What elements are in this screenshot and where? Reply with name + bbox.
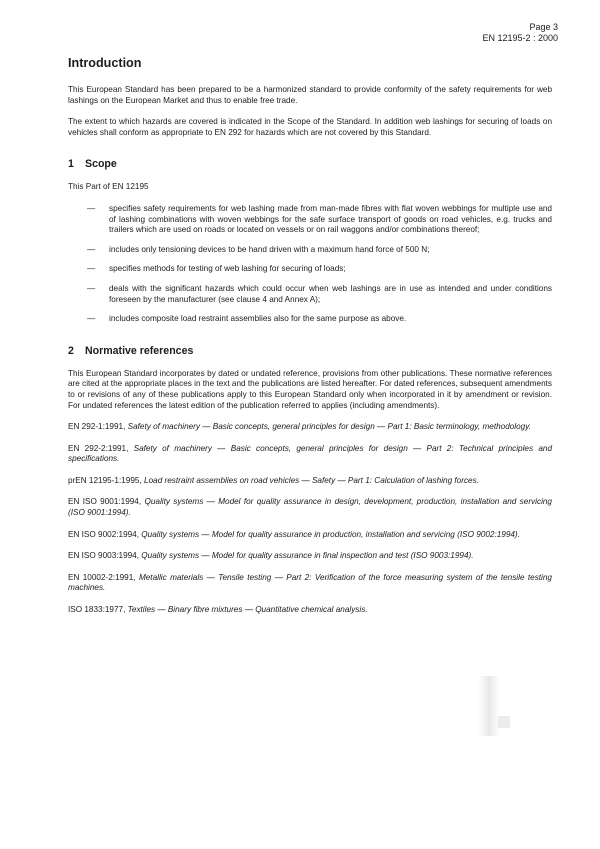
- reference-code: EN 292-2:1991,: [68, 443, 129, 453]
- reference-code: EN ISO 9002:1994,: [68, 529, 140, 539]
- reference-title: Metallic materials — Tensile testing — Part 2: Verification of the force measuring system of the tensile testing machines.: [68, 572, 552, 593]
- scan-smudge: [498, 716, 510, 728]
- reference-title: Quality systems — Model for quality assurance in final inspection and test (ISO 9003:1994).: [141, 551, 474, 561]
- normative-references-heading: [68, 345, 552, 358]
- reference-code: ISO 1833:1977,: [68, 605, 126, 615]
- list-item: [87, 284, 552, 305]
- reference-entry: [68, 476, 552, 487]
- list-item: [87, 314, 552, 325]
- reference-title: Safety of machinery — Basic concepts, general principles for design — Part 2: Technical principles and specifications.: [68, 443, 552, 464]
- list-item-text: specifies safety requirements for web lashing made from man-made fibres with flat woven webbings for multiple use and of lashing combinations with woven webbings for the safe surface transport of goods on road vehicles, e.g. trucks and trailers which are used on roads or located on vessels or on rail waggons and/or combinations thereof;: [109, 203, 552, 235]
- list-item-text: specifies methods for testing of web lashing for securing of loads;: [109, 264, 346, 274]
- section-title: Scope: [85, 158, 117, 171]
- dash-mark: —: [87, 264, 96, 274]
- standard-number: EN 12195-2 : 2000: [482, 33, 558, 43]
- dash-mark: —: [87, 283, 96, 293]
- reference-code: EN ISO 9003:1994,: [68, 551, 140, 561]
- introduction-heading: Introduction: [68, 56, 142, 70]
- normative-intro: This European Standard incorporates by dated or undated reference, provisions from other publications. These normative references are cited at the appropriate places in the text and the publications are listed hereafter. For dated references, subsequent amendments to or revisions of any of these publications apply to this European Standard only when incorporated in it by amendment or revision. For undated references the latest edition of the publication referred to applies (including amendments).: [68, 368, 552, 410]
- reference-title: Quality systems — Model for quality assurance in production, installation and servicing (ISO 9002:1994).: [141, 529, 520, 539]
- reference-title: Textiles — Binary fibre mixtures — Quantitative chemical analysis.: [127, 605, 368, 615]
- dash-mark: —: [87, 314, 96, 324]
- reference-entry: [68, 530, 552, 541]
- intro-paragraph-1: This European Standard has been prepared to be a harmonized standard to provide conformity of the safety requirements for web lashings on the European Market and thus to enable free trade.: [68, 85, 552, 105]
- reference-code: EN 10002-2:1991,: [68, 572, 136, 582]
- reference-entry: [68, 444, 552, 465]
- reference-code: EN 292-1:1991,: [68, 422, 126, 432]
- page-header: [482, 22, 558, 44]
- reference-entry: [68, 497, 552, 518]
- reference-entry: [68, 605, 552, 616]
- reference-entry: [68, 573, 552, 594]
- dash-mark: —: [87, 244, 96, 254]
- section-number: 2: [68, 344, 74, 357]
- dash-mark: —: [87, 203, 96, 213]
- reference-entry: [68, 551, 552, 562]
- scope-lead: This Part of EN 12195: [68, 182, 149, 192]
- section-title: Normative references: [85, 344, 194, 357]
- section-number: 1: [68, 158, 74, 171]
- reference-title: Safety of machinery — Basic concepts, general principles for design — Part 1: Basic terminology, methodology.: [127, 422, 531, 432]
- list-item: [87, 264, 552, 275]
- list-item: [87, 204, 552, 236]
- reference-code: prEN 12195-1:1995,: [68, 475, 142, 485]
- page-content: [68, 56, 552, 616]
- reference-entry: [68, 422, 552, 433]
- list-item: [87, 245, 552, 256]
- list-item-text: deals with the significant hazards which could occur when web lashings are in use as intended and under conditions foreseen by the manufacturer (see clause 4 and Annex A);: [109, 283, 552, 304]
- page-number: Page 3: [529, 22, 558, 32]
- reference-code: EN ISO 9001:1994,: [68, 497, 142, 507]
- list-item-text: includes composite load restraint assemblies also for the same purpose as above.: [109, 314, 407, 324]
- scope-list: [68, 204, 552, 325]
- scope-heading: [68, 158, 552, 171]
- reference-title: Load restraint assemblies on road vehicles — Safety — Part 1: Calculation of lashing forces.: [144, 475, 479, 485]
- reference-title: Quality systems — Model for quality assurance in design, development, production, installation and servicing (ISO 9001:1994).: [68, 497, 552, 518]
- intro-paragraph-2: The extent to which hazards are covered is indicated in the Scope of the Standard. In addition web lashings for securing of loads on vehicles shall conform as appropriate to EN 292 for hazards which are not covered by this Standard.: [68, 117, 552, 137]
- scan-smudge: [478, 676, 500, 736]
- list-item-text: includes only tensioning devices to be hand driven with a maximum hand force of 500 N;: [109, 244, 430, 254]
